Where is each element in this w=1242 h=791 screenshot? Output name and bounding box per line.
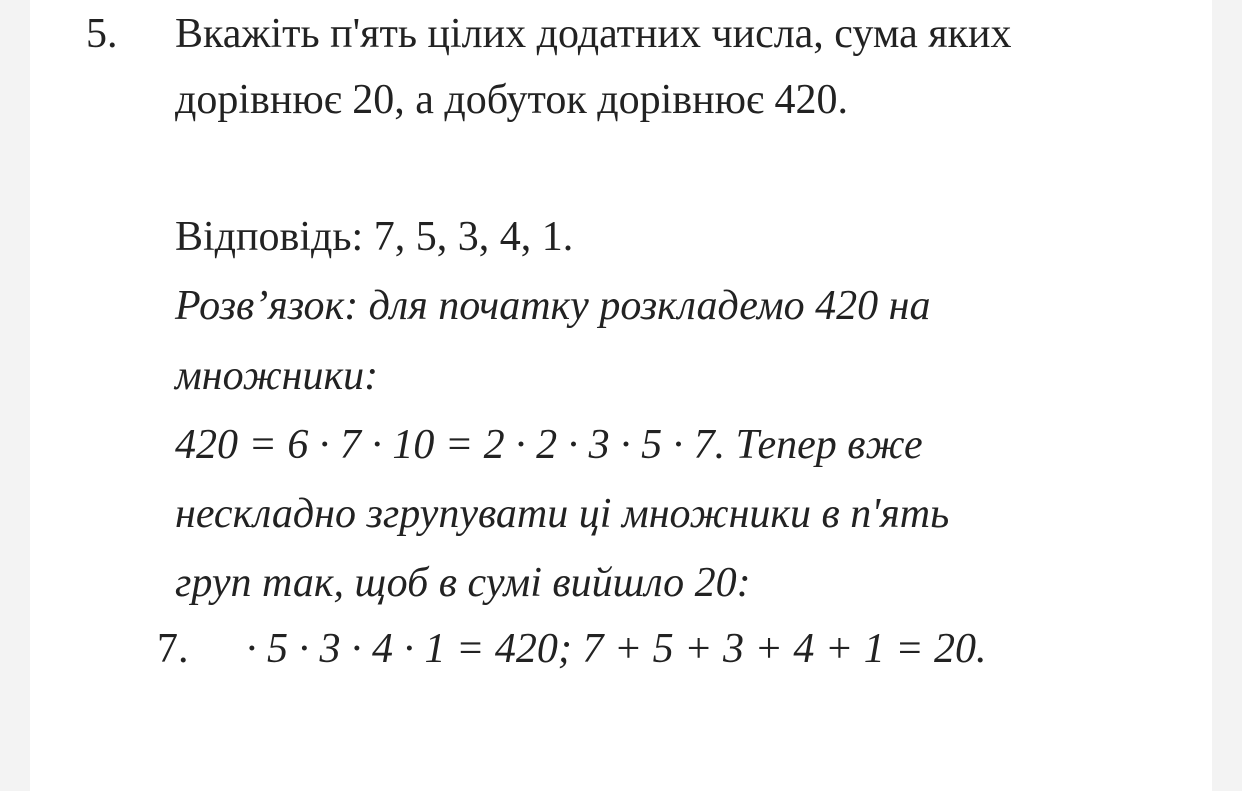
- problem-text-line-1: Вкажіть п'ять цілих додатних числа, сума яких: [175, 11, 1012, 57]
- solution-line-2: множники:: [175, 353, 379, 399]
- solution-line-5: груп так, щоб в сумі вийшло 20:: [175, 560, 751, 606]
- solution-line-1: Розв’язок: для початку розкладемо 420 на: [175, 283, 931, 329]
- solution-line-4: нескладно згрупувати ці множники в п'ять: [175, 491, 950, 537]
- problem-number: 5.: [86, 11, 118, 57]
- final-expression: · 5 · 3 · 4 · 1 = 420; 7 + 5 + 3 + 4 + 1 = 20.: [246, 626, 987, 672]
- final-list-number: 7.: [157, 626, 189, 672]
- answer-text: Відповідь: 7, 5, 3, 4, 1.: [175, 214, 574, 260]
- problem-text-line-2: дорівнює 20, а добуток дорівнює 420.: [175, 77, 848, 123]
- solution-line-3: 420 = 6 · 7 · 10 = 2 · 2 · 3 · 5 · 7. Тепер вже: [175, 422, 923, 468]
